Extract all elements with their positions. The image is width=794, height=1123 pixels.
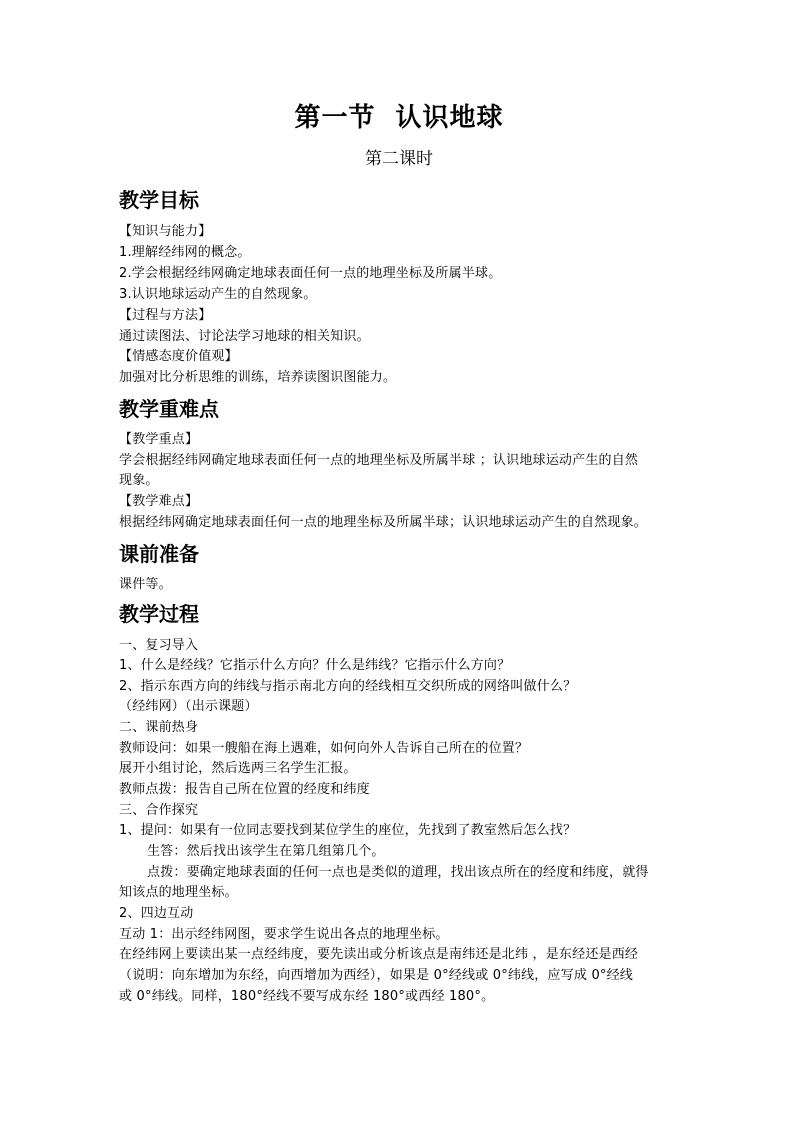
process-line: 1、什么是经线？它指示什么方向？什么是纬线？它指示什么方向？ — [119, 658, 511, 673]
process-line: 三、合作探究 — [119, 803, 199, 818]
difficult-label: 【教学难点】 — [119, 494, 199, 509]
key-points-heading: 教学重难点 — [119, 397, 219, 421]
key-label: 【教学重点】 — [119, 432, 199, 447]
process-line: 二、课前热身 — [119, 720, 199, 735]
key-text: 现象。 — [119, 473, 159, 488]
process-line: （经纬网）（出示课题） — [119, 699, 258, 714]
process-line: 教师设问：如果一艘船在海上遇难，如何向外人告诉自己所在的位置？ — [119, 741, 529, 756]
process-line: 点拨：要确定地球表面的任何一点也是类似的道理，找出该点所在的经度和纬度，就得 — [147, 865, 649, 880]
page-title: 第一节 认识地球 — [294, 103, 504, 133]
process-line: 在经纬网上要读出某一点经纬度，要先读出或分析该点是南纬还是北纬 ，是东经还是西经 — [119, 947, 639, 962]
process-line: 教师点拨：报告自己所在位置的经度和纬度 — [119, 782, 370, 797]
knowledge-item: 2.学会根据经纬网确定地球表面任何一点的地理坐标及所属半球。 — [119, 266, 502, 281]
process-method-label: 【过程与方法】 — [119, 308, 212, 323]
preparation-heading: 课前准备 — [119, 542, 199, 566]
key-text: 学会根据经纬网确定地球表面任何一点的地理坐标及所属半球 ；认识地球运动产生的自然 — [119, 453, 639, 468]
process-line: 或 0°纬线。同样，180°经线不要写成东经 180°或西经 180°。 — [119, 989, 495, 1004]
process-line: （说明：向东增加为东经，向西增加为西经），如果是 0°经线或 0°纬线，应写成 0°经线 — [119, 968, 634, 983]
attitude-text: 加强对比分析思维的训练，培养读图识图能力。 — [119, 370, 397, 385]
process-line: 2、指示东西方向的纬线与指示南北方向的经线相互交织所成的网络叫做什么？ — [119, 679, 577, 694]
difficult-text: 根据经纬网确定地球表面任何一点的地理坐标及所属半球；认识地球运动产生的自然现象。 — [119, 515, 648, 530]
process-line: 1、提问：如果有一位同志要找到某位学生的座位，先找到了教室然后怎么找？ — [119, 823, 577, 838]
process-line: 生答：然后找出该学生在第几组第几个。 — [147, 844, 385, 859]
process-line: 一、复习导入 — [119, 638, 199, 653]
process-heading: 教学过程 — [119, 602, 199, 626]
page-subtitle: 第二课时 — [365, 149, 433, 169]
knowledge-label: 【知识与能力】 — [119, 224, 212, 239]
attitude-label: 【情感态度价值观】 — [119, 349, 238, 364]
preparation-text: 课件等。 — [119, 577, 172, 592]
process-line: 2、四边互动 — [119, 906, 194, 921]
knowledge-item: 1.理解经纬网的概念。 — [119, 245, 251, 260]
process-line: 知该点的地理坐标。 — [119, 885, 238, 900]
knowledge-item: 3.认识地球运动产生的自然现象。 — [119, 287, 317, 302]
process-line: 互动 1：出示经纬网图，要求学生说出各点的地理坐标。 — [119, 927, 449, 942]
process-method-text: 通过读图法、讨论法学习地球的相关知识。 — [119, 329, 370, 344]
objectives-heading: 教学目标 — [119, 188, 199, 212]
process-line: 展开小组讨论，然后选两三名学生汇报。 — [119, 761, 357, 776]
